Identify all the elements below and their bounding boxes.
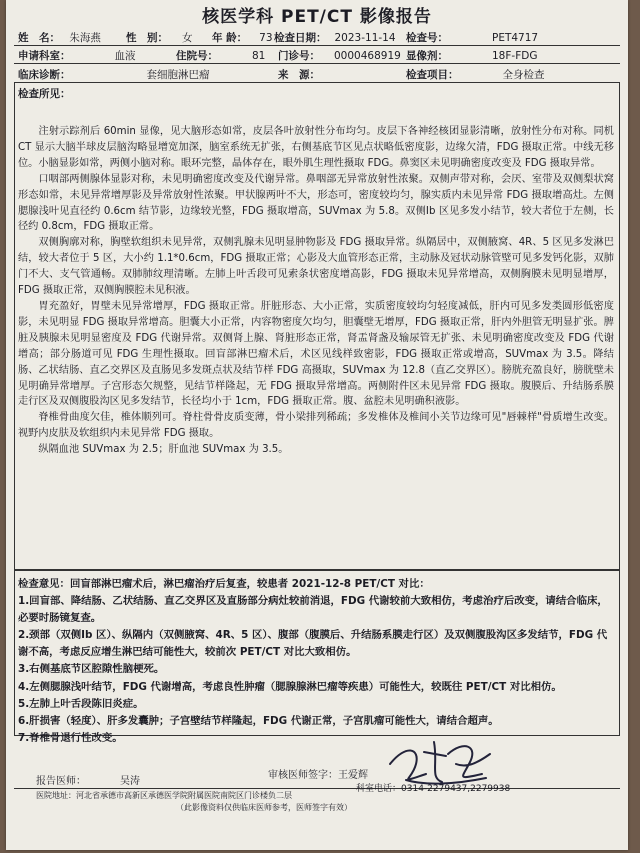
opinion-item: 6.肝损害（轻度）、肝多发囊肿；子宫壁结节样隆起，FDG 代谢正常，子宫肌瘤可能性大，请结合超声。 (18, 714, 499, 727)
imaging-agent: 18F-FDG (492, 50, 538, 62)
exam-no: PET4717 (492, 32, 539, 44)
opinion-intro: 回盲部淋巴瘤术后，淋巴瘤治疗后复查，较患者 2021-12-8 PET/CT 对比： (69, 578, 430, 590)
patient-sex: 女 (182, 32, 193, 44)
opinion-item: 3.右侧基底节区腔隙性脑梗死。 (18, 663, 165, 676)
header-row-1 (18, 30, 101, 45)
phone-label: 科室电话： (356, 784, 402, 794)
divider (14, 63, 620, 64)
source-label: 来 源： (278, 69, 320, 81)
opinion-item: 1.回盲部、降结肠、乙状结肠、直乙交界区及直肠部分病灶较前消退，FDG 代谢较前大致相仿，考虑治疗后改变，请结合临床，必要时肠镜复查。 (18, 595, 608, 625)
disclaimer-note: （此影像资料仅供临床医师参考，医师签字有效） (176, 803, 352, 812)
age-label: 年 龄： (212, 32, 248, 44)
dept-label: 申请科室： (18, 50, 71, 62)
agent-label: 显像剂： (406, 50, 448, 62)
exam-item: 全身检查 (502, 69, 545, 81)
doctor-name: 吴涛 (120, 776, 140, 787)
opinion-item: 2.颈部（双侧Ⅰb 区）、纵隔内（双侧腋窝、4R、5 区）、腹部（腹膜后、升结肠系膜走行区）及双侧腹股沟区多发结节，FDG 代谢不高，考虑反应增生淋巴结可能性大，较前次 PET/CT 对比大致相仿。 (18, 629, 608, 659)
findings-paragraph: 双侧胸廓对称，胸壁软组织未见异常，双侧乳腺未见明显肿物影及 FDG 摄取异常。纵隔居中，双侧腋窝、4R、5 区见多发淋巴结，较大者位于 5 区，大小约 1.1*0.6cm，FDG 摄取正常；心影及大血管形态正常，主动脉及冠状动脉管壁可见多发钙化影，双肺门不大、支气管通畅。双肺肺纹理清晰。左肺上叶舌段可见索条状密度增高影，FDG 摄取未见异常增高，双侧胸膜未见明显增厚，FDG 摄取正常，双侧胸膜腔未见积液。 (18, 237, 614, 297)
opinion-item: 4.左侧腮腺浅叶结节，FDG 代谢增高，考虑良性肿瘤（腮腺腺淋巴瘤等疾患）可能性大，较既往 PET/CT 对比相仿。 (18, 680, 562, 693)
opinion-body (18, 576, 614, 747)
findings-body (18, 124, 614, 458)
divider (14, 788, 620, 789)
date-label: 检查日期： (274, 32, 327, 44)
item-label: 检查项目： (406, 69, 459, 81)
patient-age: 73 (259, 32, 273, 44)
reviewer-name: 王爱辉 (338, 770, 368, 781)
findings-paragraph: 纵隔血池 SUVmax 为 2.5；肝血池 SUVmax 为 3.5。 (38, 444, 289, 456)
sex-label: 性 别： (126, 32, 168, 44)
exam-no-label: 检查号： (406, 32, 448, 44)
hospital-address: 医院地址：河北省承德市高新区承德医学院附属医院南院区门诊楼负二层 (36, 791, 292, 800)
report-title: 核医学科 PET/CT 影像报告 (202, 7, 432, 27)
clinic-no: 0000468919 (334, 50, 401, 62)
findings-heading: 检查所见： (18, 88, 71, 100)
ward-label: 住院号： (176, 50, 218, 62)
doctor-label: 报告医师： (36, 776, 86, 787)
opinion-heading: 检查意见： (18, 578, 70, 590)
patient-name: 朱海燕 (69, 32, 101, 44)
report-paper (6, 0, 628, 850)
reviewer-label: 审核医师签字： (268, 770, 338, 781)
clinic-label: 门诊号： (278, 50, 320, 62)
findings-paragraph: 脊椎骨曲度欠佳，椎体顺列可。脊柱骨骨皮质变薄，骨小梁排列稀疏；多发椎体及椎间小关节边缘可见"唇棘样"骨质增生改变。视野内皮肤及软组织内未见异常 FDG 摄取。 (18, 412, 614, 440)
opinion-item: 7.脊椎骨退行性改变。 (18, 731, 123, 744)
findings-paragraph: 胃充盈好，胃壁未见异常增厚，FDG 摄取正常。肝脏形态、大小正常，实质密度较均匀轻度减低，肝内可见多发类圆形低密度影，未见明显 FDG 摄取异常增高。胆囊大小正常，内容物密度欠均匀，胆囊壁无增厚，FDG 摄取正常，肝内外胆管无明显扩张。脾脏及胰腺未见明显密度及 FDG 代谢异常。双侧肾上腺、肾脏形态正常，肾盂肾盏及输尿管无扩张、未见明确密度改变及 FDG 代谢增高；部分肠道可见 FDG 生理性摄取。回盲部淋巴瘤术后，术区见线样致密影，FDG 摄取正常或增高，SUVmax 为 3.5。降结肠、乙状结肠、直乙交界区及直肠见多发斑点状及结节样 FDG 高摄取，SUVmax 为 12.8（直乙交界区）。膀胱充盈良好，膀胱壁未见明确异常增厚。子宫形态欠规整，见结节样隆起，无 FDG 摄取异常增高。两侧附件区未见异常 FDG 摄取。腹膜后、升结肠系膜走行区及双侧腹股沟区见多发结节，长径均小于 1cm，FDG 摄取正常。腹、盆腔未见明确积液影。 (18, 300, 614, 408)
name-label: 姓 名： (18, 32, 60, 44)
opinion-item: 5.左肺上叶舌段陈旧炎症。 (18, 697, 144, 710)
diag-label: 临床诊断： (18, 69, 71, 81)
clinical-diagnosis: 套细胞淋巴瘤 (146, 69, 210, 81)
divider (14, 45, 620, 46)
dept: 血液 (114, 50, 136, 62)
phone-number: 0314-2279437,2279938 (401, 784, 511, 794)
ward-no: 81 (252, 50, 266, 62)
findings-paragraph: 口咽部两侧腺体显影对称，未见明确密度改变及代谢异常。鼻咽部无异常放射性浓聚。双侧声带对称，会厌、室带及双侧梨状窝形态如常，未见异常增厚影及异常放射性浓聚。甲状腺两叶不大，形态可，密度较均匀，腺实质内未见异常 FDG 摄取增高灶。左侧腮腺浅叶见直径约 0.6cm 结节影，边缘较光整，FDG 摄取增高，SUVmax 为 5.8。双侧Ⅰb 区见多发小结节，较大者位于左侧，长径约 0.8cm，FDG 摄取正常。 (18, 173, 614, 233)
exam-date: 2023-11-14 (334, 32, 396, 44)
findings-paragraph: 注射示踪剂后 60min 显像，见大脑形态如常，皮层各叶放射性分布均匀。皮层下各神经核团显影清晰，放射性分布对称。同机 CT 显示大脑半球皮层脑沟略显增宽加深，脑室系统无扩张，右侧基底节区见点状略低密度影，边缘欠清，FDG 摄取正常。中线无移位。小脑显影如常，两侧小脑对称。眼环完整，晶体存在，眼外肌生理性摄取 FDG。鼻窦区未见明确密度改变及 FDG 摄取异常。 (18, 126, 614, 169)
